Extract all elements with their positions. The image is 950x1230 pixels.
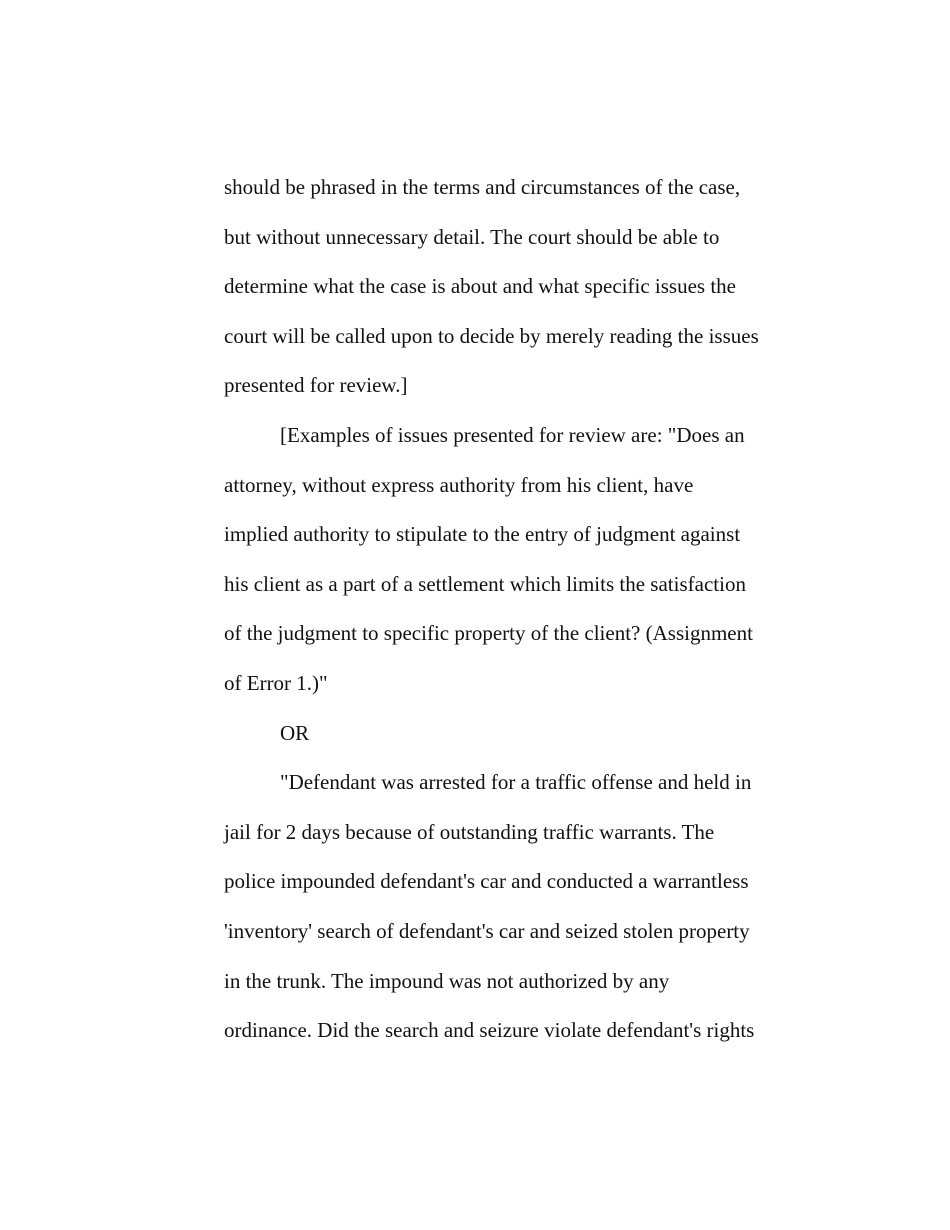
text-line: but without unnecessary detail. The court should be able to	[224, 224, 720, 249]
body-text	[224, 163, 804, 1056]
text-line: determine what the case is about and what specific issues the	[224, 274, 736, 299]
text-line: his client as a part of a settlement which limits the satisfaction	[224, 571, 746, 596]
text-line: attorney, without express authority from his client, have	[224, 472, 694, 497]
text-line: court will be called upon to decide by merely reading the issues	[224, 323, 759, 348]
paragraph-start-line: "Defendant was arrested for a traffic offense and held in	[280, 770, 752, 795]
text-line: presented for review.]	[224, 373, 408, 398]
text-line: of the judgment to specific property of the client? (Assignment	[224, 621, 753, 646]
text-line: ordinance. Did the search and seizure violate defendant's rights	[224, 1018, 755, 1043]
text-line: should be phrased in the terms and circumstances of the case,	[224, 175, 741, 199]
text-line: in the trunk. The impound was not authorized by any	[224, 968, 670, 993]
or-separator: OR	[280, 720, 310, 745]
text-line: 'inventory' search of defendant's car and seized stolen property	[224, 918, 750, 943]
text-line: police impounded defendant's car and conducted a warrantless	[224, 869, 749, 894]
text-line: of Error 1.)"	[224, 670, 328, 695]
text-line: jail for 2 days because of outstanding traffic warrants. The	[224, 819, 715, 844]
paragraph-start-line: [Examples of issues presented for review are: "Does an	[280, 422, 745, 447]
text-line: implied authority to stipulate to the entry of judgment against	[224, 522, 741, 547]
